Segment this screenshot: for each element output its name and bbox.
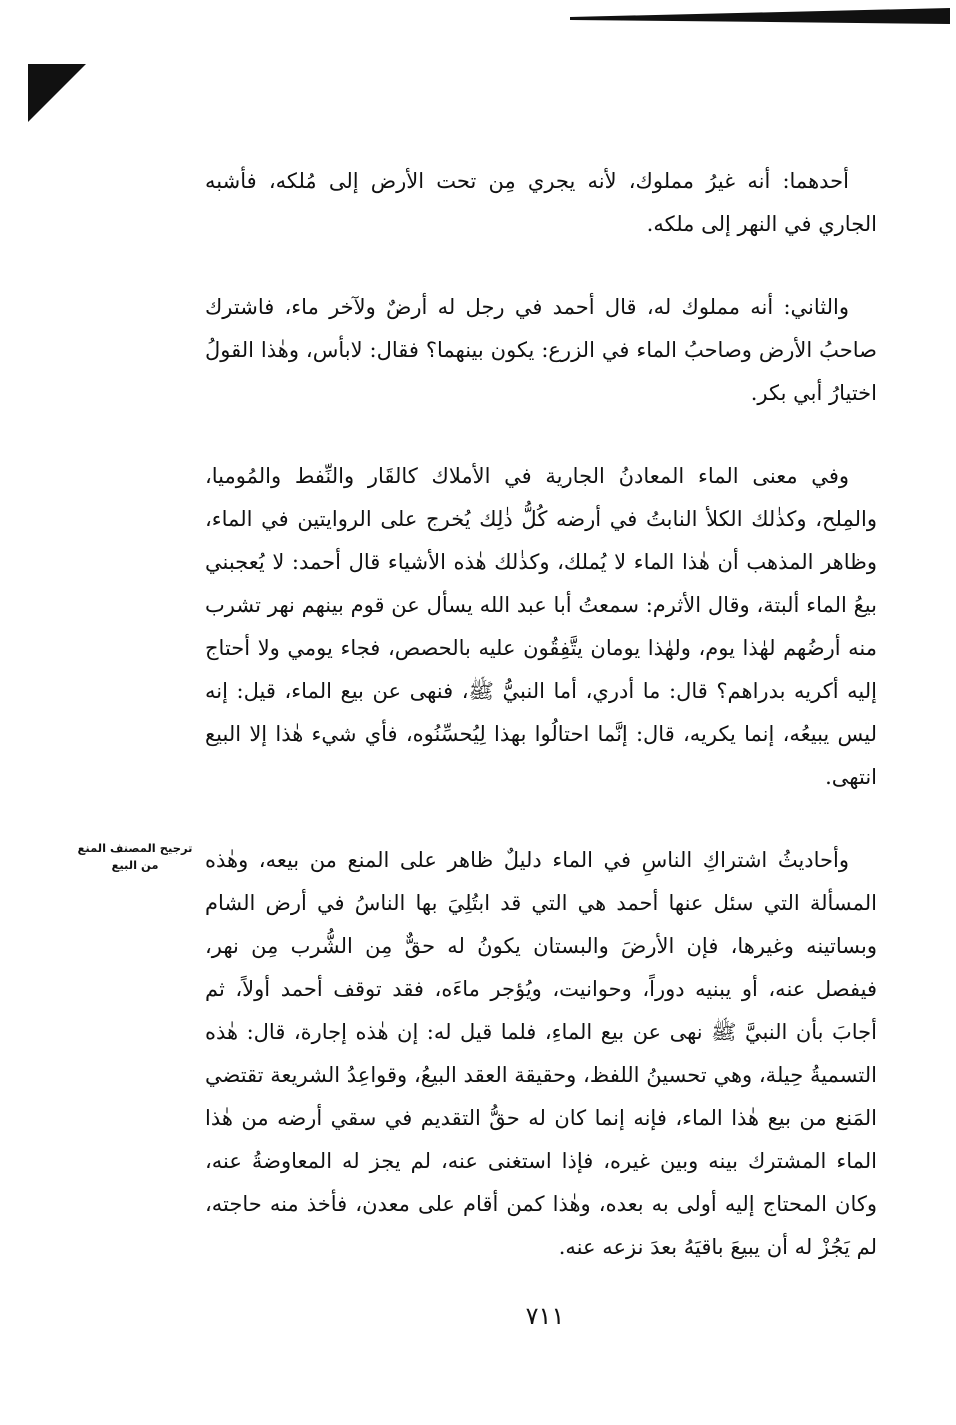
margin-note <box>68 840 202 874</box>
margin-note-line-2: من البيع <box>111 858 159 872</box>
margin-note-line-1: ترجيح المصنف المنع <box>77 841 193 855</box>
corner-triangle-mark <box>28 64 86 122</box>
paragraph-first-opinion: أحدهما: أنه غيرُ مملوك، لأنه يجري مِن تحت الأرض إلى مُلكه، فأشبه الجاري في النهر إلى ملكه. <box>205 169 877 236</box>
paragraph-second-opinion: والثاني: أنه مملوك له، قال أحمد في رجل له أرضٌ ولآخر ماء، فاشترك صاحبُ الأرض وصاحبُ الماء في الزرع: يكون بينهما؟ فقال: لابأس، وهٰذا القولُ اختيارُ أبي بكر. <box>205 295 877 405</box>
top-scan-rule <box>570 8 950 24</box>
main-text <box>205 160 877 1309</box>
paragraph-hadith-sharing: وأحاديثُ اشتراكِ الناسِ في الماء دليلٌ ظاهر على المنع من بيعه، وهٰذه المسألة التي سئل عنها أحمد هي التي قد ابتُلِيَ بها الناسُ في أرض الشام وبساتينه وغيرها، فإن الأرضَ والبستان يكونُ له حقٌّ مِن الشُّرب مِن نهر، فيفصل عنه، أو يبنيه دوراً، وحوانيت، ويُؤجر ماءَه، فقد توقف أحمد أولاً، ثم أجابَ بأن النبيَّ ﷺ نهى عن بيع الماءِ، فلما قيل له: إن هٰذه إجارة، قال: هٰذه التسميةُ حِيلة، وهي تحسينُ اللفظ، وحقيقة العقد البيعُ، وقواعِدُ الشريعة تقتضي المَنع من بيع هٰذا الماء، فإنه إنما كان له حقُّ التقديم في سقي أرضه من هٰذا الماء المشترك بينه وبين غيره، فإذا استغنى عنه، لم يجز له المعاوضةُ عنه، وكان المحتاج إليه أولى به بعده، وهٰذا كمن أقام على معدن، فأخذ منه حاجته، لم يَجُزْ له أن يبيعَ باقيَهُ بعدَ نزعه عنه. <box>205 848 877 1259</box>
page-number: ٧١١ <box>525 1302 565 1330</box>
paragraph-minerals: وفي معنى الماء المعادنُ الجارية في الأملاك كالقَار والنِّفط والمُوميا، والمِلح، وكذٰلك الكلأ النابتُ في أرضه كُلُّ ذٰلِك يُخرج على الروايتين في الماء، وظاهر المذهب أن هٰذا الماء لا يُملك، وكذٰلك هٰذه الأشياء قال أحمد: لا يُعجبني بيعُ الماء ألبتة، وقال الأثرم: سمعتُ أبا عبد الله يسأل عن قوم بينهم نهر تشرب منه أرضُهم لهٰذا يوم، ولهٰذا يومان يتَّفِقُون عليه بالحصص، فجاء يومي ولا أحتاج إليه أكريه بدراهم؟ قال: ما أدري، أما النبيُّ ﷺ، فنهى عن بيع الماء، قيل: إنه ليس يبيعُه، إنما يكريه، قال: إنَّما احتالُوا بهذا لِيُحسِّنُوه، فأي شيء هٰذا إلا البيع انتهى. <box>205 464 877 789</box>
